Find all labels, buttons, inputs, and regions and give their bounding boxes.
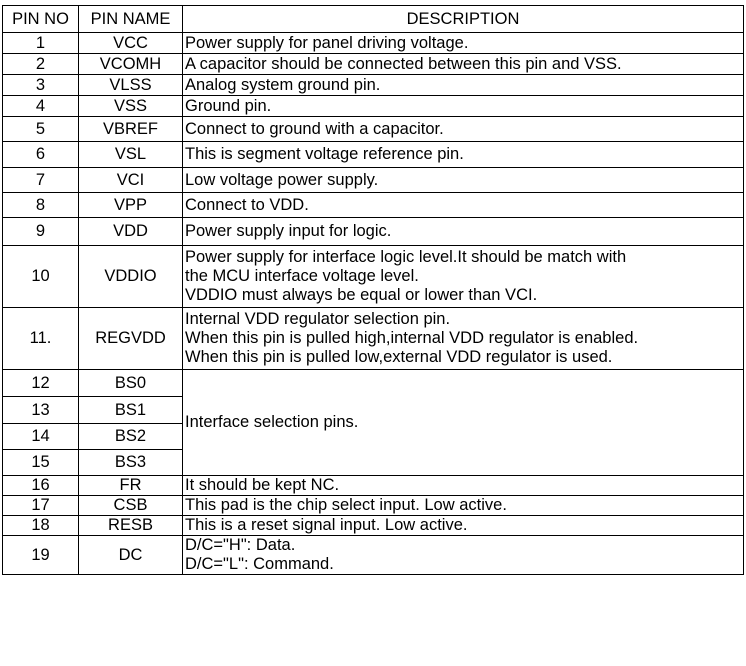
description-line: VDDIO must always be equal or lower than VCI. (185, 286, 538, 304)
pin-name-cell: BS1 (79, 397, 183, 424)
pin-name-cell: VLSS (79, 75, 183, 96)
pin-no-cell: 4 (3, 96, 79, 117)
table-row (3, 246, 744, 308)
description-cell (183, 218, 744, 246)
description-line: Analog system ground pin. (185, 75, 381, 94)
table-row (3, 193, 744, 218)
table-row (3, 75, 744, 96)
table-row (3, 117, 744, 142)
table-header-row (3, 6, 744, 33)
pin-no-cell: 15 (3, 450, 79, 476)
pin-no-cell: 17 (3, 496, 79, 516)
pin-no-cell: 10 (3, 246, 79, 308)
table-row (3, 496, 744, 516)
description-cell (183, 54, 744, 75)
description-line: Internal VDD regulator selection pin. (185, 310, 451, 328)
description-cell (183, 536, 744, 575)
description-cell (183, 246, 744, 308)
pin-no-cell: 13 (3, 397, 79, 424)
table-row (3, 516, 744, 536)
pin-name-cell: VBREF (79, 117, 183, 142)
pin-name-cell: VDD (79, 218, 183, 246)
description-cell (183, 117, 744, 142)
pin-no-cell: 16 (3, 476, 79, 496)
description-line: D/C="H": Data. (185, 536, 296, 554)
description-cell (183, 476, 744, 496)
description-line: This pad is the chip select input. Low active. (185, 496, 507, 514)
pin-name-cell: DC (79, 536, 183, 575)
pin-name-cell: BS3 (79, 450, 183, 476)
description-cell (183, 516, 744, 536)
table-row (3, 142, 744, 168)
description-line: Connect to VDD. (185, 195, 309, 214)
description-line: It should be kept NC. (185, 476, 340, 494)
description-line: Power supply input for logic. (185, 222, 392, 240)
table-row (3, 168, 744, 193)
pin-no-cell: 1 (3, 33, 79, 54)
description-cell (183, 96, 744, 117)
pin-name-cell: BS2 (79, 424, 183, 450)
table-row (3, 218, 744, 246)
pin-no-cell: 9 (3, 218, 79, 246)
pin-name-cell: VCC (79, 33, 183, 54)
table-row (3, 476, 744, 496)
header-pin-name: PIN NAME (79, 6, 183, 33)
table-body (3, 33, 744, 575)
description-line: This is segment voltage reference pin. (185, 145, 464, 163)
description-line: When this pin is pulled low,external VDD regulator is used. (185, 348, 613, 366)
pin-name-cell: VSL (79, 142, 183, 168)
description-cell (183, 142, 744, 168)
description-line: Low voltage power supply. (185, 170, 379, 189)
pin-no-cell: 5 (3, 117, 79, 142)
table-row (3, 96, 744, 117)
description-line: When this pin is pulled high,internal VDD regulator is enabled. (185, 329, 639, 347)
description-cell (183, 193, 744, 218)
description-line: Power supply for panel driving voltage. (185, 33, 469, 52)
pin-no-cell: 12 (3, 370, 79, 397)
pin-name-cell: VDDIO (79, 246, 183, 308)
description-cell (183, 168, 744, 193)
pin-name-cell: CSB (79, 496, 183, 516)
pin-no-cell: 6 (3, 142, 79, 168)
pin-name-cell: FR (79, 476, 183, 496)
header-pin-no: PIN NO (3, 6, 79, 33)
pin-no-cell: 18 (3, 516, 79, 536)
pin-name-cell: BS0 (79, 370, 183, 397)
description-line: Power supply for interface logic level.It should be match with (185, 248, 627, 266)
table-row (3, 54, 744, 75)
table-row (3, 33, 744, 54)
pin-no-cell: 8 (3, 193, 79, 218)
pin-name-cell: VCOMH (79, 54, 183, 75)
description-cell (183, 370, 744, 476)
pin-name-cell: VSS (79, 96, 183, 117)
table-row (3, 536, 744, 575)
header-description: DESCRIPTION (183, 6, 744, 33)
description-line: This is a reset signal input. Low active. (185, 516, 468, 534)
pin-name-cell: VCI (79, 168, 183, 193)
pin-name-cell: RESB (79, 516, 183, 536)
pin-description-table (2, 5, 744, 575)
pin-no-cell: 3 (3, 75, 79, 96)
pin-no-cell: 19 (3, 536, 79, 575)
description-line: D/C="L": Command. (185, 555, 334, 573)
pin-no-cell: 2 (3, 54, 79, 75)
description-line: the MCU interface voltage level. (185, 267, 419, 285)
pin-no-cell: 14 (3, 424, 79, 450)
description-line: Interface selection pins. (185, 413, 359, 431)
description-cell (183, 75, 744, 96)
description-cell (183, 33, 744, 54)
description-cell (183, 496, 744, 516)
description-line: A capacitor should be connected between this pin and VSS. (185, 54, 622, 73)
table-row (3, 370, 744, 397)
description-line: Ground pin. (185, 96, 272, 115)
description-cell (183, 308, 744, 370)
pin-name-cell: VPP (79, 193, 183, 218)
description-line: Connect to ground with a capacitor. (185, 119, 444, 138)
pin-name-cell: REGVDD (79, 308, 183, 370)
table-row (3, 308, 744, 370)
pin-no-cell: 7 (3, 168, 79, 193)
pin-no-cell: 11. (3, 308, 79, 370)
